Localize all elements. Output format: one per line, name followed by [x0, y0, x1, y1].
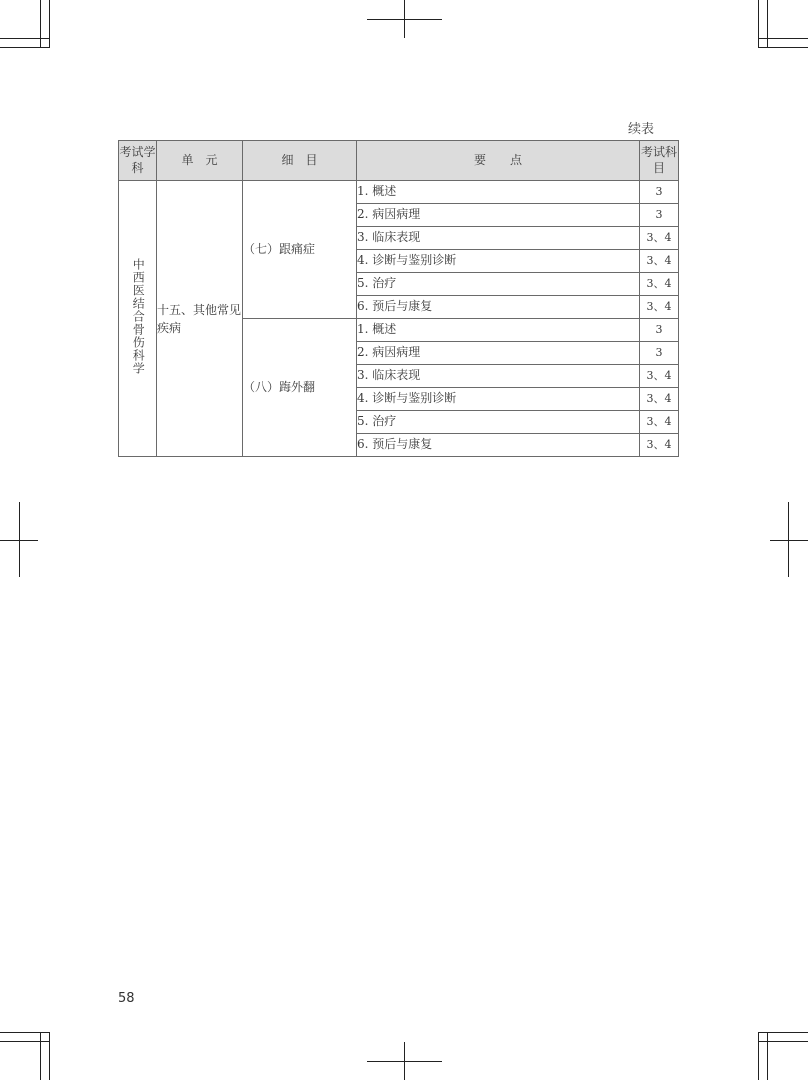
- header-exam: 考试科目: [640, 141, 679, 181]
- exam-cell: 3: [640, 319, 679, 342]
- exam-cell: 3、4: [640, 365, 679, 388]
- point-cell: 5. 治疗: [357, 273, 640, 296]
- crop-mark: [758, 1041, 808, 1042]
- crop-mark: [770, 540, 808, 541]
- crop-mark: [758, 1032, 759, 1080]
- header-point: 要 点: [357, 141, 640, 181]
- item-cell: （七）跟痛症: [243, 181, 357, 319]
- exam-cell: 3: [640, 204, 679, 227]
- table-row: [119, 181, 679, 204]
- exam-cell: 3、4: [640, 250, 679, 273]
- crop-mark: [758, 47, 808, 48]
- exam-cell: 3、4: [640, 388, 679, 411]
- crop-mark: [767, 1032, 768, 1080]
- exam-cell: 3: [640, 181, 679, 204]
- crop-mark: [49, 1032, 50, 1080]
- subject-text: 中西医结合骨伤科学: [131, 257, 146, 375]
- point-cell: 1. 概述: [357, 181, 640, 204]
- point-cell: 5. 治疗: [357, 411, 640, 434]
- header-subject: 考试学科: [119, 141, 157, 181]
- crop-mark: [404, 1042, 405, 1080]
- table-header-row: [119, 141, 679, 181]
- crop-mark: [49, 0, 50, 48]
- crop-mark: [404, 0, 405, 38]
- crop-mark: [0, 540, 38, 541]
- header-unit: 单 元: [157, 141, 243, 181]
- point-cell: 2. 病因病理: [357, 204, 640, 227]
- crop-mark: [0, 1041, 50, 1042]
- continuation-label: 续表: [628, 122, 655, 137]
- exam-cell: 3、4: [640, 411, 679, 434]
- crop-mark: [758, 0, 759, 48]
- crop-mark: [0, 1032, 50, 1033]
- header-item: 细 目: [243, 141, 357, 181]
- exam-cell: 3、4: [640, 296, 679, 319]
- page-number: 58: [118, 991, 135, 1006]
- point-cell: 2. 病因病理: [357, 342, 640, 365]
- syllabus-table: [118, 140, 679, 457]
- crop-mark: [0, 38, 50, 39]
- exam-cell: 3: [640, 342, 679, 365]
- point-cell: 4. 诊断与鉴别诊断: [357, 388, 640, 411]
- crop-mark: [758, 38, 808, 39]
- crop-mark: [767, 0, 768, 48]
- point-cell: 6. 预后与康复: [357, 296, 640, 319]
- exam-cell: 3、4: [640, 227, 679, 250]
- subject-cell: [119, 181, 157, 457]
- crop-mark: [40, 0, 41, 48]
- unit-cell: [157, 181, 243, 457]
- crop-mark: [40, 1032, 41, 1080]
- unit-text: 十五、其他常见疾病: [157, 302, 242, 335]
- point-cell: 4. 诊断与鉴别诊断: [357, 250, 640, 273]
- point-cell: 3. 临床表现: [357, 227, 640, 250]
- point-cell: 6. 预后与康复: [357, 434, 640, 457]
- exam-cell: 3、4: [640, 434, 679, 457]
- crop-mark: [0, 47, 50, 48]
- point-cell: 3. 临床表现: [357, 365, 640, 388]
- item-cell: （八）踇外翻: [243, 319, 357, 457]
- exam-cell: 3、4: [640, 273, 679, 296]
- point-cell: 1. 概述: [357, 319, 640, 342]
- crop-mark: [758, 1032, 808, 1033]
